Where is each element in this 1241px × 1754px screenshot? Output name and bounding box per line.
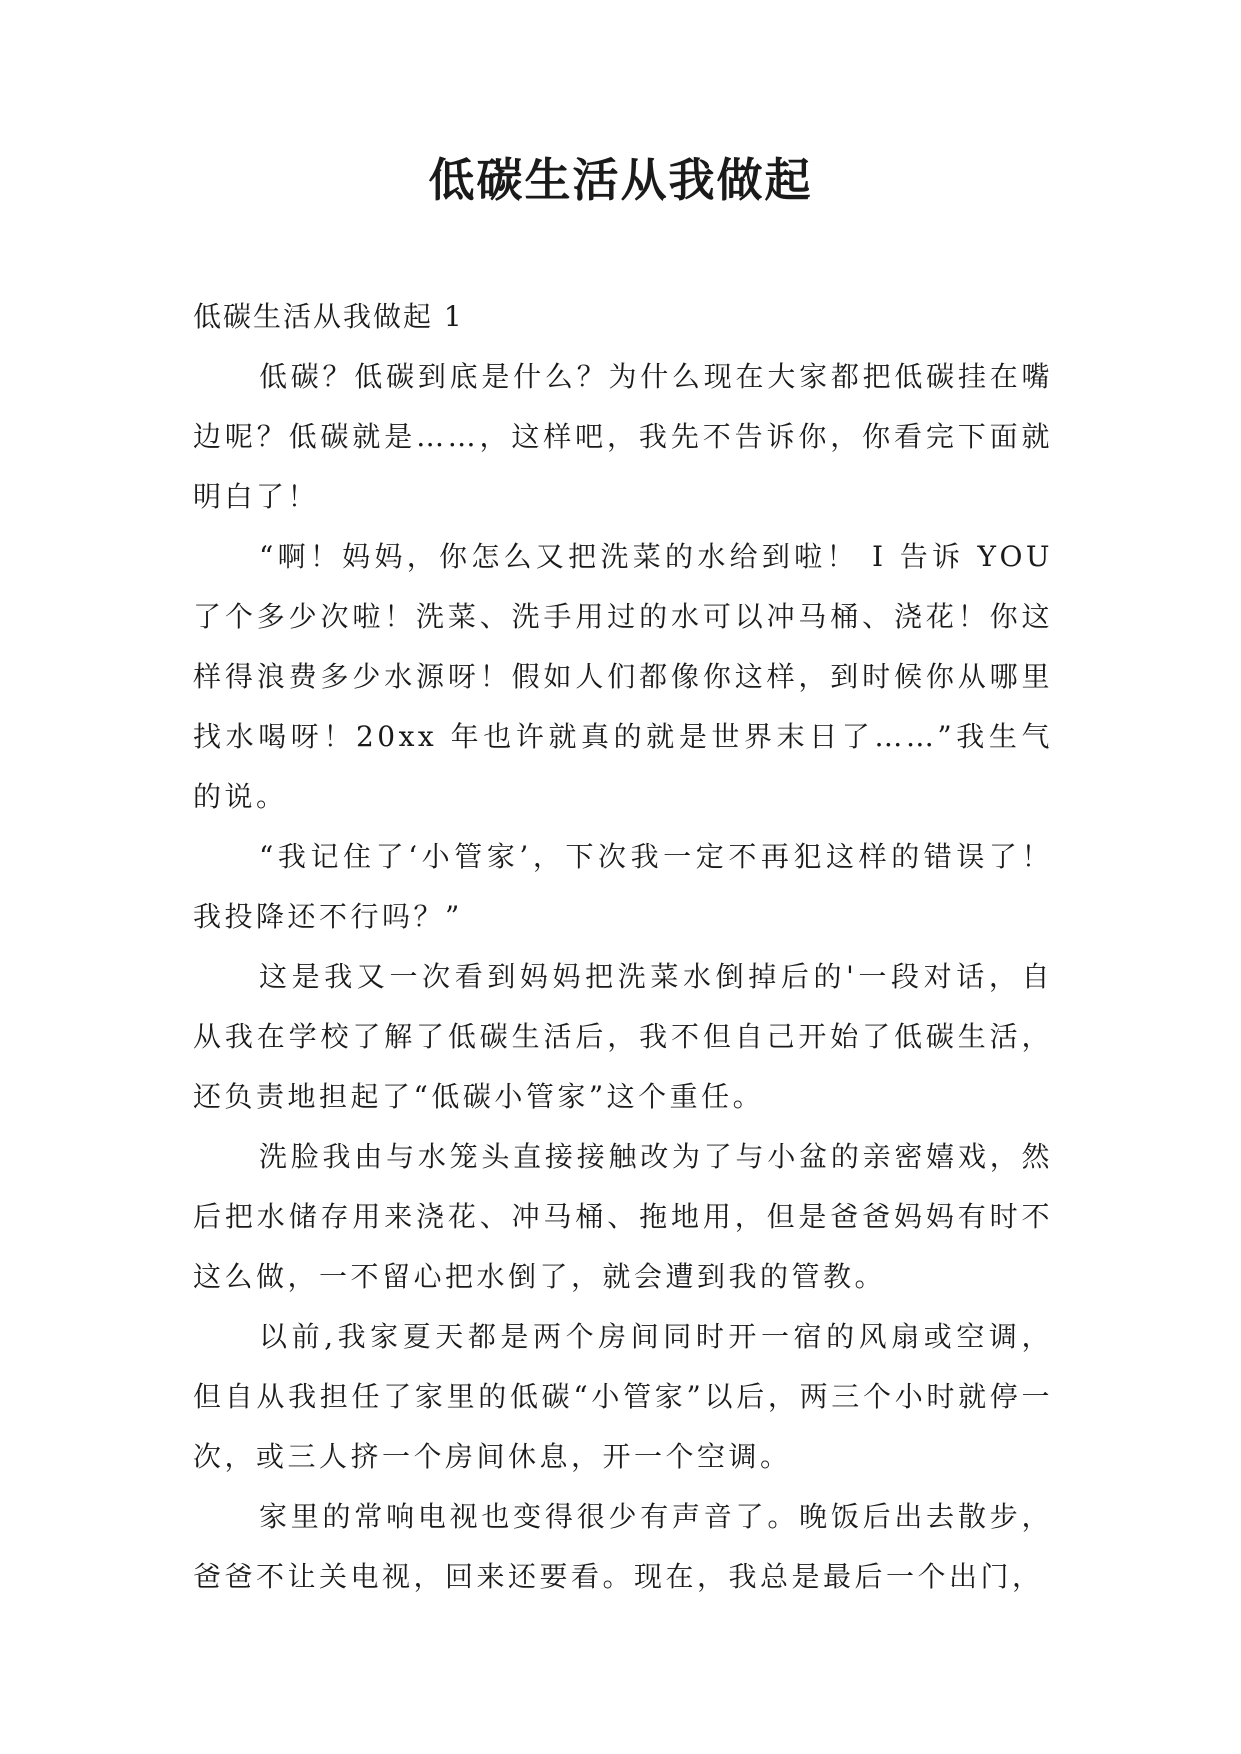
paragraph: 低碳？低碳到底是什么？为什么现在大家都把低碳挂在嘴边呢？低碳就是……，这样吧，我先不告诉你，你看完下面就明白了！ xyxy=(193,360,1053,513)
paragraph: 以前,我家夏天都是两个房间同时开一宿的风扇或空调，但自从我担任了家里的低碳“小管家”以后，两三个小时就停一次，或三人挤一个房间休息，开一个空调。 xyxy=(193,1320,1053,1473)
document-title: 低碳生活从我做起 xyxy=(428,153,813,207)
paragraph: “我记住了‘小管家’，下次我一定不再犯这样的错误了！我投降还不行吗？” xyxy=(193,840,1053,933)
section-heading: 低碳生活从我做起 1 xyxy=(193,300,464,333)
paragraph: “啊！妈妈，你怎么又把洗菜的水给到啦！ I 告诉 YOU 了个多少次啦！洗菜、洗手用过的水可以冲马桶、浇花！你这样得浪费多少水源呀！假如人们都像你这样，到时候你从哪里找水喝呀！20xx 年也许就真的就是世界末日了……”我生气的说。 xyxy=(193,540,1053,813)
paragraph: 洗脸我由与水笼头直接接触改为了与小盆的亲密嬉戏，然后把水储存用来浇花、冲马桶、拖地用，但是爸爸妈妈有时不这么做，一不留心把水倒了，就会遭到我的管教。 xyxy=(193,1140,1053,1293)
paragraph: 家里的常响电视也变得很少有声音了。晚饭后出去散步，爸爸不让关电视，回来还要看。现在，我总是最后一个出门， xyxy=(193,1500,1053,1593)
document-body xyxy=(193,287,1053,1607)
paragraph: 这是我又一次看到妈妈把洗菜水倒掉后的'一段对话，自从我在学校了解了低碳生活后，我不但自己开始了低碳生活，还负责地担起了“低碳小管家”这个重任。 xyxy=(193,960,1053,1113)
